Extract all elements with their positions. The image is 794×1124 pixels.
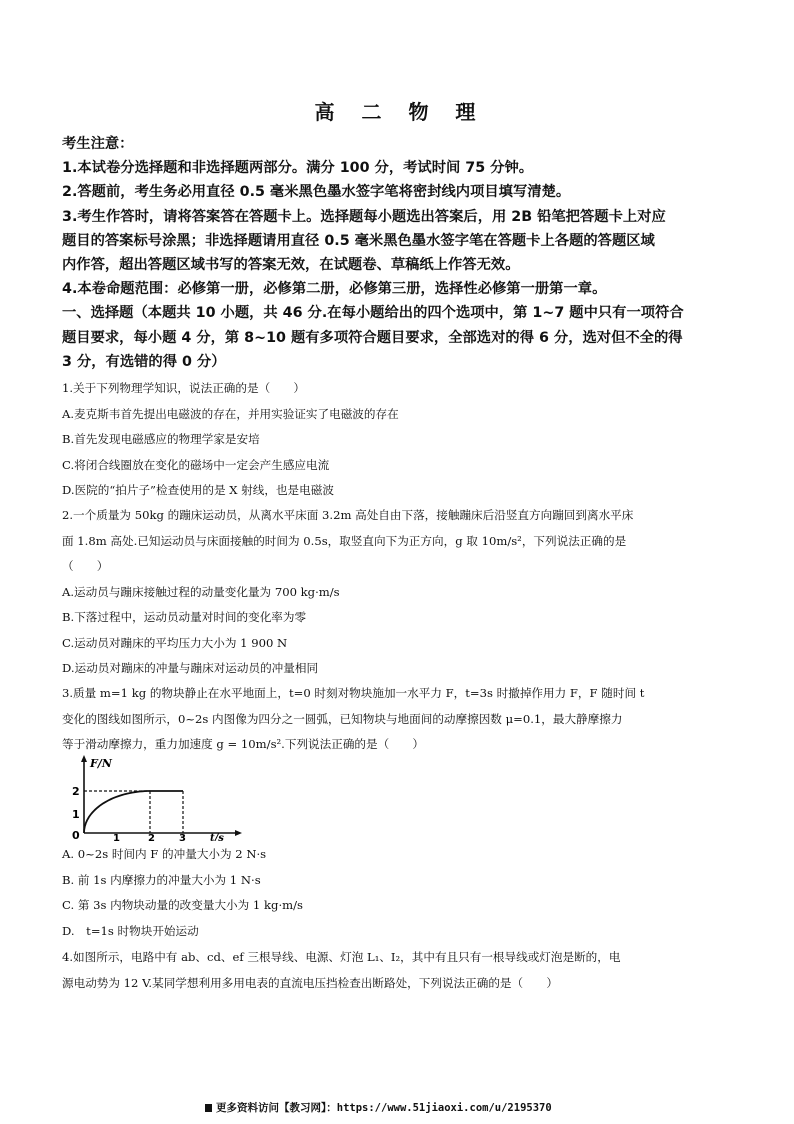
section-heading: 题目要求，每小题 4 分，第 8~10 题有多项符合题目要求，全部选对的得 6 分，选对但不全的得 bbox=[62, 329, 683, 346]
y-tick-label: 0 bbox=[72, 829, 80, 841]
option-a: A.运动员与蹦床接触过程的动量变化量为 700 kg·m/s bbox=[62, 584, 340, 599]
question-stem: 变化的图线如图所示，0~2s 内图像为四分之一圆弧，已知物块与地面间的动摩擦因数 μ=0.1，最大静摩擦力 bbox=[62, 711, 623, 726]
x-tick-label: 3 bbox=[179, 833, 186, 841]
x-tick-label: 1 bbox=[113, 833, 120, 841]
y-tick-label: 1 bbox=[72, 808, 80, 821]
notice-heading: 考生注意： bbox=[62, 136, 134, 152]
notice-item: 内作答，超出答题区域书写的答案无效，在试题卷、草稿纸上作答无效。 bbox=[62, 257, 520, 274]
y-tick-label: 2 bbox=[72, 785, 80, 798]
x-tick-label: 2 bbox=[148, 833, 155, 841]
question-stem: 4.如图所示，电路中有 ab、cd、ef 三根导线、电源、灯泡 L₁、I₂，其中有且只有一根导线或灯泡是断的，电 bbox=[62, 950, 621, 964]
exam-notice bbox=[62, 132, 738, 374]
option-d: D.医院的“拍片子”检查使用的是 X 射线，也是电磁波 bbox=[62, 483, 334, 497]
option-c: C. 第 3s 内物块动量的改变量大小为 1 kg·m/s bbox=[62, 898, 303, 912]
page-title: 高 二 物 理 bbox=[314, 100, 486, 124]
option-b: B.首先发现电磁感应的物理学家是安培 bbox=[62, 432, 260, 446]
question-3 bbox=[62, 681, 738, 758]
notice-item: 题目的答案标号涂黑；非选择题请用直径 0.5 毫米黑色墨水签字笔在答题卡上各题的答题区域 bbox=[62, 232, 655, 249]
option-a: A.麦克斯韦首先提出电磁波的存在，并用实验证实了电磁波的存在 bbox=[62, 406, 399, 421]
option-a: A. 0~2s 时间内 F 的冲量大小为 2 N·s bbox=[62, 847, 267, 861]
section-heading: 一、选择题（本题共 10 小题，共 46 分.在每小题给出的四个选项中，第 1~7 题中只有一项符合 bbox=[62, 305, 684, 322]
option-d: D.运动员对蹦床的冲量与蹦床对运动员的冲量相同 bbox=[62, 661, 319, 675]
question-stem: 3.质量 m=1 kg 的物块静止在水平地面上，t=0 时刻对物块施加一水平力 F，t=3s 时撤掉作用力 F，F 随时间 t bbox=[62, 686, 645, 700]
y-axis-label: F/N bbox=[90, 757, 112, 770]
question-4 bbox=[62, 945, 738, 996]
notice-item: 4.本卷命题范围：必修第一册，必修第二册，必修第三册，选择性必修第一册第一章。 bbox=[62, 281, 607, 298]
section-heading: 3 分，有选错的得 0 分） bbox=[62, 353, 226, 370]
question-1 bbox=[62, 376, 738, 504]
footer bbox=[205, 1100, 552, 1115]
force-time-graph bbox=[66, 755, 246, 841]
option-c: C.将闭合线圈放在变化的磁场中一定会产生感应电流 bbox=[62, 457, 330, 472]
force-curve bbox=[84, 791, 150, 833]
option-b: B. 前 1s 内摩擦力的冲量大小为 1 N·s bbox=[62, 872, 261, 887]
notice-item: 2.答题前，考生务必用直径 0.5 毫米黑色墨水签字笔将密封线内项目填写清楚。 bbox=[62, 184, 571, 201]
notice-item: 3.考生作答时，请将答案答在答题卡上。选择题每小题选出答案后，用 2B 铅笔把答题卡上对应 bbox=[62, 208, 666, 225]
notice-item: 1.本试卷分选择题和非选择题两部分。满分 100 分，考试时间 75 分钟。 bbox=[62, 160, 534, 177]
question-stem: （ ） bbox=[62, 559, 109, 573]
option-b: B.下落过程中，运动员动量对时间的变化率为零 bbox=[62, 610, 307, 624]
flag-icon bbox=[205, 1104, 212, 1112]
option-d: D. t=1s 时物块开始运动 bbox=[62, 923, 199, 938]
question-stem: 1.关于下列物理学知识，说法正确的是（ ） bbox=[62, 381, 305, 395]
x-axis-label: t/s bbox=[210, 833, 224, 841]
question-2 bbox=[62, 503, 738, 682]
question-stem: 等于滑动摩擦力，重力加速度 g = 10m/s².下列说法正确的是（ ） bbox=[62, 737, 424, 751]
footer-link-text[interactable]: 更多资料访问【教习网】：https://www.51jiaoxi.com/u/2195370 bbox=[216, 1102, 552, 1114]
question-3-options bbox=[62, 842, 738, 944]
question-stem: 源电动势为 12 V.某同学想利用多用电表的直流电压挡检查出断路处，下列说法正确的是（ ） bbox=[62, 975, 558, 990]
question-stem: 面 1.8m 高处.已知运动员与床面接触的时间为 0.5s，取竖直向下为正方向，g 取 10m/s²，下列说法正确的是 bbox=[62, 533, 627, 548]
question-stem: 2.一个质量为 50kg 的蹦床运动员，从离水平床面 3.2m 高处自由下落，接触蹦床后沿竖直方向蹦回到离水平床 bbox=[62, 508, 634, 522]
option-c: C.运动员对蹦床的平均压力大小为 1 900 N bbox=[62, 635, 288, 650]
